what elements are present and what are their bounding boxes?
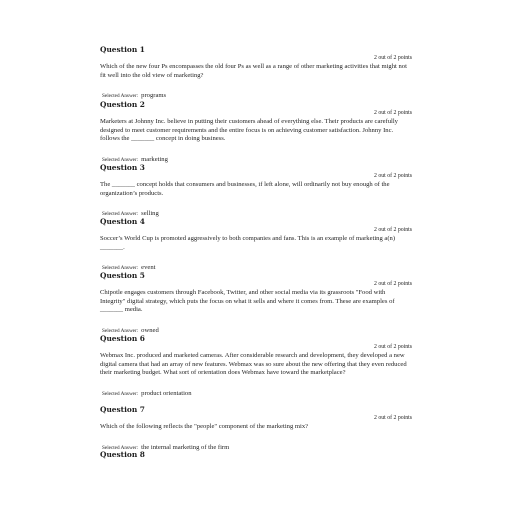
selected-answer-label: Selected Answer: bbox=[102, 444, 139, 451]
selected-answer bbox=[100, 387, 412, 398]
question-8 bbox=[100, 450, 412, 459]
selected-answer-value: the internal marketing of the firm bbox=[141, 443, 230, 451]
question-text: Soccer’s World Cup is promoted aggressively to both companies and fans. This is an example of marketing a(n) _______. bbox=[100, 235, 396, 251]
question-text: Which of the new four Ps encompasses the old four Ps as well as a range of other marketing activities that might not fit well into the old view of marketing? bbox=[100, 63, 407, 79]
question-title: Question 4 bbox=[100, 217, 145, 226]
question-text: The _______ concept holds that consumers and businesses, if left alone, will ordinarily not buy enough of the organization’s products. bbox=[100, 181, 390, 197]
question-4 bbox=[100, 217, 412, 272]
selected-answer-label: Selected Answer: bbox=[102, 211, 139, 218]
question-points: 2 out of 2 points bbox=[373, 110, 412, 116]
question-points: 2 out of 2 points bbox=[373, 55, 412, 61]
question-text: Which of the following reflects the "people" component of the marketing mix? bbox=[100, 423, 309, 430]
selected-answer-value: product orientation bbox=[141, 389, 192, 397]
question-title: Question 6 bbox=[100, 334, 145, 343]
question-points: 2 out of 2 points bbox=[373, 344, 412, 350]
selected-answer-label: Selected Answer: bbox=[102, 93, 139, 100]
question-7 bbox=[100, 405, 412, 452]
selected-answer-label: Selected Answer: bbox=[102, 327, 139, 334]
question-text: Chipotle engages customers through Facebook, Twitter, and other social media via its grassroots "Food with Integrity" digital strategy, which puts the focus on what it sells and where it comes from. These are examples of _______ media. bbox=[100, 289, 395, 314]
question-title: Question 7 bbox=[100, 405, 145, 414]
question-title: Question 5 bbox=[100, 271, 145, 280]
question-title: Question 1 bbox=[100, 45, 145, 54]
selected-answer bbox=[100, 89, 412, 100]
selected-answer-value: programs bbox=[141, 92, 167, 100]
selected-answer-label: Selected Answer: bbox=[102, 390, 139, 397]
selected-answer-value: owned bbox=[141, 326, 159, 334]
question-2 bbox=[100, 100, 412, 164]
question-title: Question 3 bbox=[100, 163, 145, 172]
question-points: 2 out of 2 points bbox=[373, 173, 412, 179]
question-title: Question 8 bbox=[100, 450, 145, 459]
question-3 bbox=[100, 163, 412, 218]
question-text: Marketers at Johnny Inc. believe in putting their customers ahead of everything else. Their products are carefully designed to meet customer requirements and the entire focus is on achieving customer satisfaction. Johnny Inc. follows the _______ concept in doing business. bbox=[100, 118, 398, 143]
selected-answer-label: Selected Answer: bbox=[102, 265, 139, 272]
question-title: Question 2 bbox=[100, 100, 145, 109]
selected-answer-value: event bbox=[141, 264, 156, 272]
question-5 bbox=[100, 271, 412, 335]
question-points: 2 out of 2 points bbox=[373, 281, 412, 287]
selected-answer-value: selling bbox=[141, 210, 159, 218]
question-points: 2 out of 2 points bbox=[373, 227, 412, 233]
selected-answer-label: Selected Answer: bbox=[102, 156, 139, 163]
question-1 bbox=[100, 45, 412, 100]
question-6 bbox=[100, 334, 412, 398]
selected-answer-value: marketing bbox=[141, 155, 168, 163]
question-text: Webmax Inc. produced and marketed cameras. After considerable research and development, they developed a new digital camera that had an array of new features. Webmax was so sure about the new offering that they even reduced their marketing budget. What sort of orientation does Webmax have toward the marketplace? bbox=[100, 352, 407, 377]
question-points: 2 out of 2 points bbox=[373, 415, 412, 421]
